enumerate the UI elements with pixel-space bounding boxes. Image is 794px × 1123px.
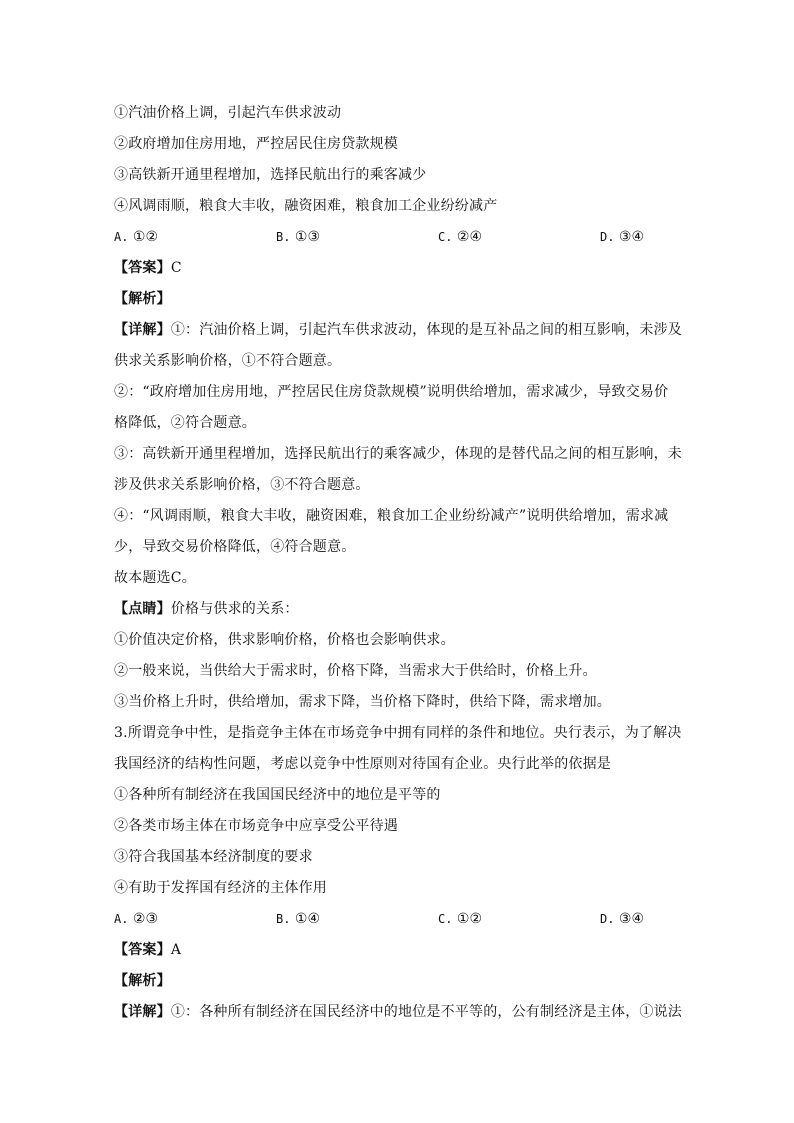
q2-detail-line-2: 供求关系影响价格，①不符合题意。	[114, 353, 342, 369]
q2-options	[114, 222, 684, 253]
option-key: A.	[114, 230, 129, 244]
q2-detail-line-7: ④：“风调雨顺，粮食大丰收，融资困难，粮食加工企业纷纷减产”说明供给增加，需求减	[114, 508, 669, 524]
q2-conclusion: 故本题选C。	[114, 570, 196, 586]
q3-stem-line-2: 我国经济的结构性问题，考虑以竞争中性原则对待国有企业。央行此举的依据是	[114, 756, 611, 772]
answer-tag: 【答案】	[114, 260, 171, 276]
q2-option-d	[600, 222, 644, 253]
q3-option-b	[276, 904, 438, 935]
option-value: ①③	[294, 229, 321, 245]
option-key: B.	[276, 230, 291, 244]
q3-analysis-heading	[114, 966, 684, 997]
option-value: ②③	[132, 911, 159, 927]
option-key: C.	[438, 912, 453, 926]
q2-detail-line-4: 格降低，②符合题意。	[114, 415, 256, 431]
q3-statement-1: ①各种所有制经济在我国国民经济中的地位是平等的	[114, 787, 441, 803]
q2-point-line-2: ②一般来说，当供给大于需求时，价格下降，当需求大于供给时，价格上升。	[114, 663, 597, 679]
option-key: C.	[438, 230, 453, 244]
q2-detail-line-5: ③：高铁新开通里程增加，选择民航出行的乘客减少，体现的是替代品之间的相互影响，未	[114, 446, 682, 462]
q2-detail-line-6: 涉及供求关系影响价格，③不符合题意。	[114, 477, 370, 493]
option-key: D.	[600, 912, 615, 926]
q2-statement-2: ②政府增加住房用地，严控居民住房贷款规模	[114, 136, 398, 152]
q3-stem-line-1: 3.所谓竞争中性，是指竞争主体在市场竞争中拥有同样的条件和地位。央行表示，为了解决	[114, 725, 682, 741]
q2-point-line-1: ①价值决定价格，供求影响价格，价格也会影响供求。	[114, 632, 455, 648]
q2-answer	[114, 253, 684, 284]
q2-detail-line-1	[114, 315, 684, 346]
option-key: D.	[600, 230, 615, 244]
document-content	[114, 98, 684, 1028]
q2-option-c	[438, 222, 600, 253]
q2-detail-line-8: 少，导致交易价格降低，④符合题意。	[114, 539, 356, 555]
q3-statement-4: ④有助于发挥国有经济的主体作用	[114, 880, 327, 896]
option-key: B.	[276, 912, 291, 926]
q2-statement-4: ④风调雨顺，粮食大丰收，融资困难，粮食加工企业纷纷减产	[114, 198, 498, 214]
detail-text: ①：汽油价格上调，引起汽车供求波动，体现的是互补品之间的相互影响，未涉及	[170, 322, 683, 338]
option-value: ③④	[618, 229, 645, 245]
answer-tag: 【答案】	[114, 942, 171, 958]
q3-detail-line-1	[114, 997, 684, 1028]
option-value: ①④	[294, 911, 321, 927]
q2-option-b	[276, 222, 438, 253]
q3-option-d	[600, 904, 644, 935]
option-key: A.	[114, 912, 129, 926]
detail-tag: 【详解】	[114, 322, 171, 338]
q3-options	[114, 904, 684, 935]
q2-detail-line-3: ②：“政府增加住房用地，严控居民住房贷款规模”说明供给增加，需求减少，导致交易价	[114, 384, 669, 400]
point-title: 价格与供求的关系：	[170, 601, 299, 617]
option-value: ②④	[456, 229, 483, 245]
q2-point-line-3: ③当价格上升时，供给增加，需求下降，当价格下降时，供给下降，需求增加。	[114, 694, 611, 710]
q3-option-a	[114, 904, 276, 935]
q3-statement-3: ③符合我国基本经济制度的要求	[114, 849, 313, 865]
option-value: ①②	[456, 911, 483, 927]
answer-value: C	[170, 260, 182, 276]
analysis-tag: 【解析】	[114, 291, 171, 307]
q3-statement-2: ②各类市场主体在市场竞争中应享受公平待遇	[114, 818, 398, 834]
q3-answer	[114, 935, 684, 966]
detail-tag: 【详解】	[114, 1004, 171, 1020]
option-value: ①②	[132, 229, 159, 245]
answer-value: A	[170, 942, 182, 958]
q3-option-c	[438, 904, 600, 935]
q2-statement-1: ①汽油价格上调，引起汽车供求波动	[114, 105, 342, 121]
point-tag: 【点睛】	[114, 601, 171, 617]
option-value: ③④	[618, 911, 645, 927]
q2-point-heading	[114, 594, 684, 625]
detail-text: ①：各种所有制经济在国民经济中的地位是不平等的，公有制经济是主体，①说法	[170, 1004, 683, 1020]
q2-statement-3: ③高铁新开通里程增加，选择民航出行的乘客减少	[114, 167, 427, 183]
q2-analysis-heading	[114, 284, 684, 315]
analysis-tag: 【解析】	[114, 973, 171, 989]
q2-option-a	[114, 222, 276, 253]
